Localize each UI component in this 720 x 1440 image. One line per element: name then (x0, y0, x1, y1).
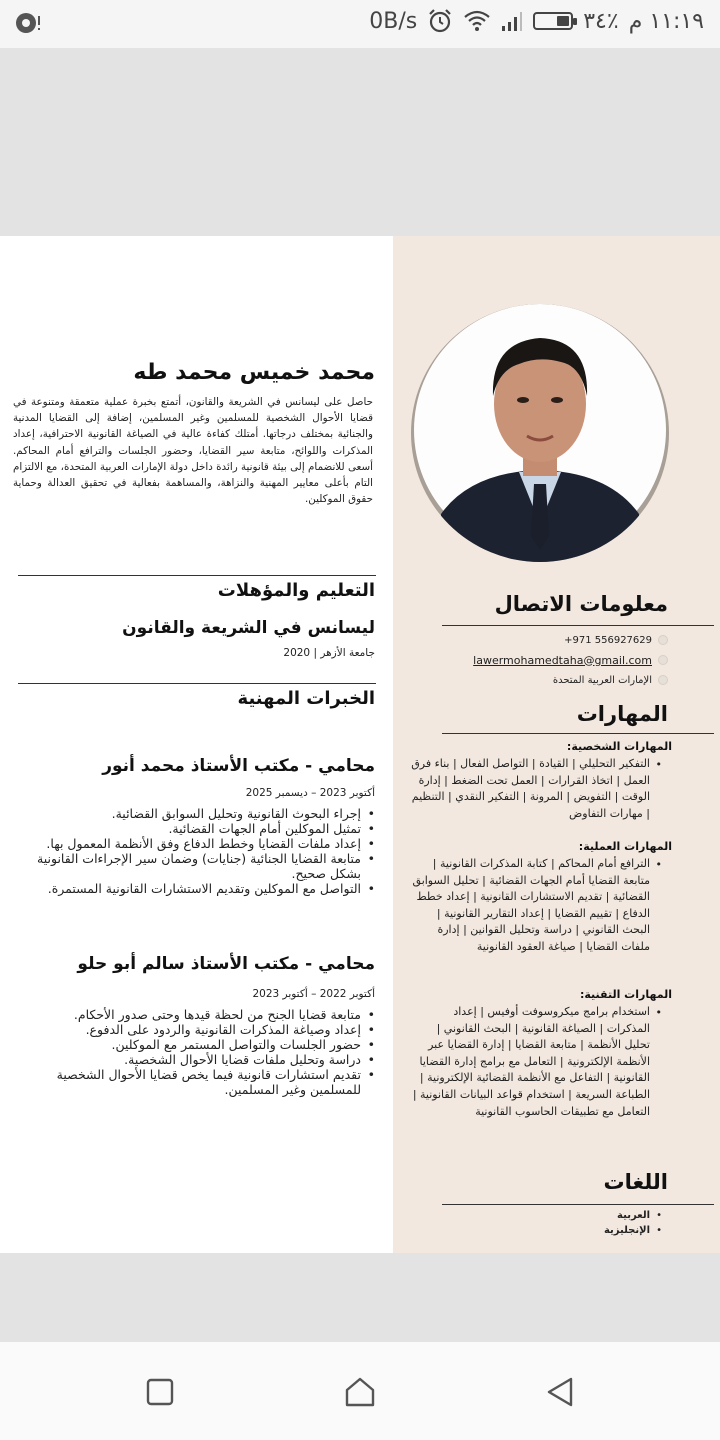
home-button[interactable] (336, 1368, 384, 1416)
contact-divider (442, 625, 714, 626)
duty-item: • التواصل مع الموكلين وتقديم الاستشارات القانونية المستمرة. (17, 881, 375, 896)
bullet-icon: • (656, 1225, 662, 1236)
back-button[interactable] (536, 1368, 584, 1416)
skills-heading: المهارات (576, 702, 668, 726)
recents-button[interactable] (136, 1368, 184, 1416)
personal-skills-title: المهارات الشخصية: (566, 740, 672, 753)
bullet-icon: • (655, 758, 662, 771)
job-duties-list (17, 806, 375, 896)
navigation-bar (0, 1342, 720, 1440)
duty-item: • متابعة القضايا الجنائية (جنايات) وضمان سير الإجراءات القانونية بشكل صحيح. (17, 851, 375, 881)
duty-item: • إجراء البحوث القانونية وتحليل السوابق القضائية. (17, 806, 375, 821)
status-icons (369, 8, 704, 34)
skills-divider (442, 733, 714, 734)
bullet-icon: • (656, 1210, 662, 1221)
contact-email-row (398, 650, 668, 670)
contact-phone-row (398, 630, 668, 650)
duty-item: • إعداد وصياغة المذكرات القانونية والردود على الدفوع. (17, 1022, 375, 1037)
job-period: أكتوبر 2023 – ديسمبر 2025 (245, 787, 375, 799)
square-recents-icon (146, 1378, 174, 1406)
tv-notification-icon (14, 10, 42, 36)
degree-title: ليسانس في الشريعة والقانون (122, 618, 375, 638)
notification-area (14, 10, 42, 36)
education-heading: التعليم والمؤهلات (217, 580, 375, 601)
cv-document[interactable] (0, 236, 720, 1253)
home-icon (344, 1376, 376, 1408)
experience-heading: الخبرات المهنية (237, 688, 375, 709)
job-title: محامي - مكتب الأستاذ سالم أبو حلو (77, 954, 375, 974)
net-speed: 0B/s (369, 8, 418, 34)
language-item: العربية (617, 1210, 650, 1221)
contact-location-row (398, 670, 668, 690)
bullet-icon: • (655, 1006, 662, 1019)
job-title: محامي - مكتب الأستاذ محمد أنور (102, 756, 375, 776)
duty-item: • حضور الجلسات والتواصل المستمر مع الموكلين. (17, 1037, 375, 1052)
degree-meta: جامعة الأزهر | 2020 (283, 647, 375, 659)
bullet-icon: • (655, 858, 662, 871)
battery-percent: ٣٤٪ (583, 8, 619, 34)
profile-summary: حاصل على ليسانس في الشريعة والقانون، أتمتع بخبرة عملية متعمقة ومتنوعة في قضايا الأحوال الشخصية للمسلمين وغير المسلمين، إضافة إلى القضايا المدنية والجنائية بمختلف درجاتها. أمتلك كفاءة عالية في الصياغة القانونية الاحترافية، إعداد المذكرات واللوائح، متابعة سير القضايا، وحضور الجلسات والترافع أمام المحاكم. أسعى للانضمام إلى بيئة قانونية رائدة داخل دولة الإمارات العربية المتحدة، مع الالتزام التام بأعلى معايير المهنية والنزاهة، والمساهمة بفعالية في تحقيق العدالة وحماية حقوق الموكلين. (13, 396, 373, 506)
duty-item: • متابعة قضايا الجنح من لحظة قيدها وحتى صدور الأحكام. (17, 1007, 375, 1022)
practical-skills-title: المهارات العملية: (578, 840, 672, 853)
practical-skills-text: الترافع أمام المحاكم | كتابة المذكرات القانونية | متابعة القضايا أمام الجهات القضائية | تحليل السوابق القضائية | تقديم الاستشارات القانونية | إعداد خطط الدفاع | تقييم القضايا | إعداد التقارير القانونية | البحث القانوني | دراسة وتحليل القوانين | إدارة ملفات القضايا | صياغة العقود القانونية (412, 857, 650, 953)
location-icon (658, 675, 668, 685)
clock: ١١:١٩ م (628, 8, 704, 34)
phone-icon (658, 635, 668, 645)
alarm-icon (427, 8, 453, 34)
experience-divider (18, 683, 376, 684)
contact-phone[interactable]: +971 556927629 (564, 634, 652, 646)
personal-skills-text: التفكير التحليلي | القيادة | التواصل الفعال | بناء فرق العمل | اتخاذ القرارات | العمل تحت الضغط | إدارة الوقت | التفويض | المرونة | التفكير النقدي | التنظيم | مهارات التفاوض (411, 757, 650, 820)
contact-heading: معلومات الاتصال (494, 592, 668, 616)
back-triangle-icon (545, 1376, 575, 1408)
duty-item: • إعداد ملفات القضايا وخطط الدفاع وفق الأنظمة المعمول بها. (17, 836, 375, 851)
education-divider (18, 575, 376, 576)
languages-divider (442, 1204, 714, 1205)
status-bar (0, 0, 720, 48)
language-item: الإنجليزية (603, 1225, 650, 1236)
candidate-name: محمد خميس محمد طه (133, 360, 375, 385)
email-icon (658, 655, 668, 665)
battery-icon (533, 12, 573, 30)
battery-level (557, 16, 569, 26)
profile-photo (411, 304, 669, 562)
technical-skills-text: استخدام برامج ميكروسوفت أوفيس | إعداد المذكرات | الصياغة القانونية | البحث القانوني | تحليل الأنظمة | متابعة القضايا | إدارة القضايا عبر الأنظمة الإلكترونية | التعامل مع برامج إدارة القضايا القانونية | التفاعل مع الأنظمة القضائية الإلكترونية | الطباعة السريعة | استخدام قواعد البيانات القانونية | التعامل مع تطبيقات الحاسوب القانونية (412, 1005, 650, 1118)
cv-sidebar (393, 236, 720, 1253)
contact-email-link[interactable]: lawermohamedtaha@gmail.com (473, 653, 652, 667)
contact-location: الإمارات العربية المتحدة (552, 674, 652, 686)
cv-main (0, 236, 393, 1253)
duty-item: • دراسة وتحليل ملفات قضايا الأحوال الشخصية. (17, 1052, 375, 1067)
duty-item: • تمثيل الموكلين أمام الجهات القضائية. (17, 821, 375, 836)
job-duties-list (17, 1007, 375, 1097)
technical-skills-title: المهارات التقنية: (579, 988, 672, 1001)
signal-icon (501, 10, 523, 32)
languages-heading: اللغات (603, 1170, 668, 1194)
duty-item: • تقديم استشارات قانونية فيما يخص قضايا الأحوال الشخصية للمسلمين وغير المسلمين. (17, 1067, 375, 1097)
contact-list (398, 630, 668, 690)
job-period: أكتوبر 2022 – أكتوبر 2023 (252, 988, 375, 1000)
wifi-icon (463, 9, 491, 33)
